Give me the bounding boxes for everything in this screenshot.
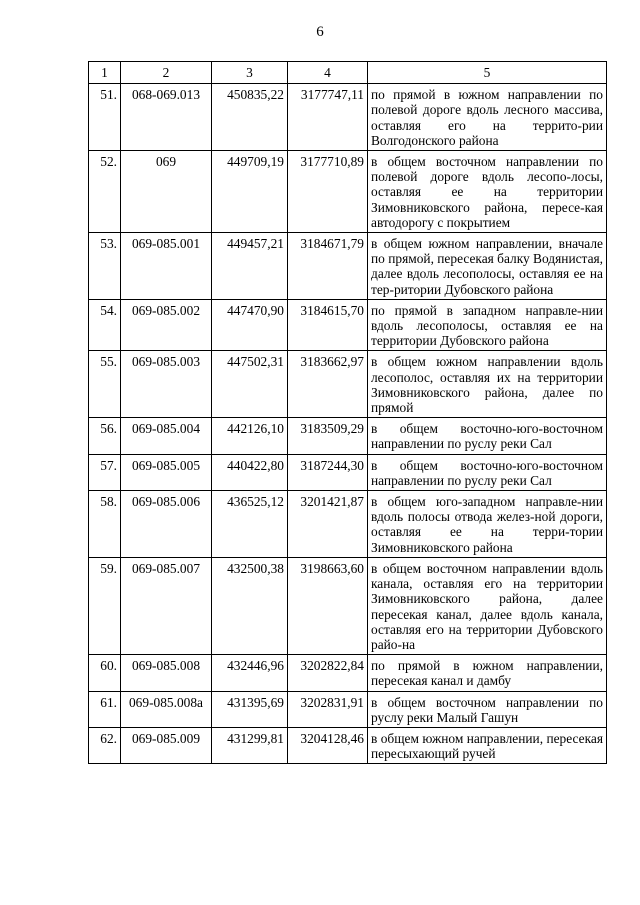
boundary-description: в общем южном направлении вдоль лесополос, оставляя их на территории Зимовниковского района, далее по прямой: [368, 351, 607, 418]
coord-x: 431395,69: [212, 691, 288, 727]
table-row: [89, 233, 607, 300]
coord-y: 3177747,11: [288, 84, 368, 151]
coord-y: 3202831,91: [288, 691, 368, 727]
table-header: [89, 62, 607, 84]
row-number: 52.: [89, 151, 121, 233]
point-code: 068-069.013: [121, 84, 212, 151]
coord-x: 440422,80: [212, 454, 288, 490]
table-row: [89, 727, 607, 763]
boundary-description: в общем восточном направлении по руслу реки Малый Гашун: [368, 691, 607, 727]
table-row: [89, 655, 607, 691]
coord-x: 447470,90: [212, 299, 288, 351]
coord-y: 3184671,79: [288, 233, 368, 300]
boundary-description: в общем южном направлении, вначале по прямой, пересекая балку Водянистая, далее вдоль лесополосы, оставляя ее на тер-ритории Дубовского района: [368, 233, 607, 300]
row-number: 51.: [89, 84, 121, 151]
row-number: 57.: [89, 454, 121, 490]
coord-y: 3187244,30: [288, 454, 368, 490]
coord-y: 3184615,70: [288, 299, 368, 351]
row-number: 55.: [89, 351, 121, 418]
row-number: 59.: [89, 557, 121, 654]
boundary-description: в общем восточно-юго-восточном направлении по руслу реки Сал: [368, 454, 607, 490]
coord-y: 3183509,29: [288, 418, 368, 454]
point-code: 069-085.007: [121, 557, 212, 654]
coord-x: 442126,10: [212, 418, 288, 454]
point-code: 069-085.008: [121, 655, 212, 691]
header-row: [89, 62, 607, 84]
coord-x: 432446,96: [212, 655, 288, 691]
row-number: 56.: [89, 418, 121, 454]
table-row: [89, 557, 607, 654]
boundary-description: по прямой в западном направле-нии вдоль лесополосы, оставляя ее на территории Дубовского района: [368, 299, 607, 351]
coord-y: 3183662,97: [288, 351, 368, 418]
boundary-description: в общем восточно-юго-восточном направлении по руслу реки Сал: [368, 418, 607, 454]
boundary-description: в общем восточном направлении по полевой дороге вдоль лесопо-лосы, оставляя ее на территории Зимовниковского района, пересе-кая автодорогу с покрытием: [368, 151, 607, 233]
point-code: 069-085.003: [121, 351, 212, 418]
boundary-description: в общем южном направлении, пересекая пересыхающий ручей: [368, 727, 607, 763]
point-code: 069-085.002: [121, 299, 212, 351]
row-number: 60.: [89, 655, 121, 691]
row-number: 62.: [89, 727, 121, 763]
table-body: [89, 84, 607, 764]
row-number: 61.: [89, 691, 121, 727]
boundary-description: по прямой в южном направлении, пересекая канал и дамбу: [368, 655, 607, 691]
point-code: 069-085.006: [121, 491, 212, 558]
table-row: [89, 691, 607, 727]
coord-y: 3198663,60: [288, 557, 368, 654]
point-code: 069-085.009: [121, 727, 212, 763]
header-col-3: 3: [212, 62, 288, 84]
coord-y: 3201421,87: [288, 491, 368, 558]
coord-x: 447502,31: [212, 351, 288, 418]
coord-x: 436525,12: [212, 491, 288, 558]
point-code: 069-085.001: [121, 233, 212, 300]
point-code: 069-085.005: [121, 454, 212, 490]
point-code: 069-085.004: [121, 418, 212, 454]
table-row: [89, 491, 607, 558]
boundary-description: в общем восточном направлении вдоль канала, оставляя его на территории Зимовниковского района, далее пересекая канал, далее вдоль канала, оставляя его на территории Дубовского райо-на: [368, 557, 607, 654]
coord-y: 3177710,89: [288, 151, 368, 233]
coord-y: 3202822,84: [288, 655, 368, 691]
header-col-1: 1: [89, 62, 121, 84]
row-number: 58.: [89, 491, 121, 558]
coord-x: 450835,22: [212, 84, 288, 151]
coord-x: 449709,19: [212, 151, 288, 233]
point-code: 069: [121, 151, 212, 233]
table-row: [89, 84, 607, 151]
table-row: [89, 351, 607, 418]
table-row: [89, 454, 607, 490]
boundary-description: по прямой в южном направлении по полевой дороге вдоль лесного массива, оставляя его на террито-рии Волгодонского района: [368, 84, 607, 151]
table-row: [89, 299, 607, 351]
boundary-points-table: [88, 61, 607, 764]
boundary-description: в общем юго-западном направле-нии вдоль полосы отвода желез-ной дороги, оставляя ее на терри-тории Зимовниковского района: [368, 491, 607, 558]
point-code: 069-085.008а: [121, 691, 212, 727]
table-row: [89, 151, 607, 233]
header-col-2: 2: [121, 62, 212, 84]
table-row: [89, 418, 607, 454]
coord-x: 432500,38: [212, 557, 288, 654]
page-number: 6: [316, 24, 324, 40]
coord-x: 431299,81: [212, 727, 288, 763]
header-col-5: 5: [368, 62, 607, 84]
coord-y: 3204128,46: [288, 727, 368, 763]
header-col-4: 4: [288, 62, 368, 84]
coord-x: 449457,21: [212, 233, 288, 300]
row-number: 53.: [89, 233, 121, 300]
row-number: 54.: [89, 299, 121, 351]
